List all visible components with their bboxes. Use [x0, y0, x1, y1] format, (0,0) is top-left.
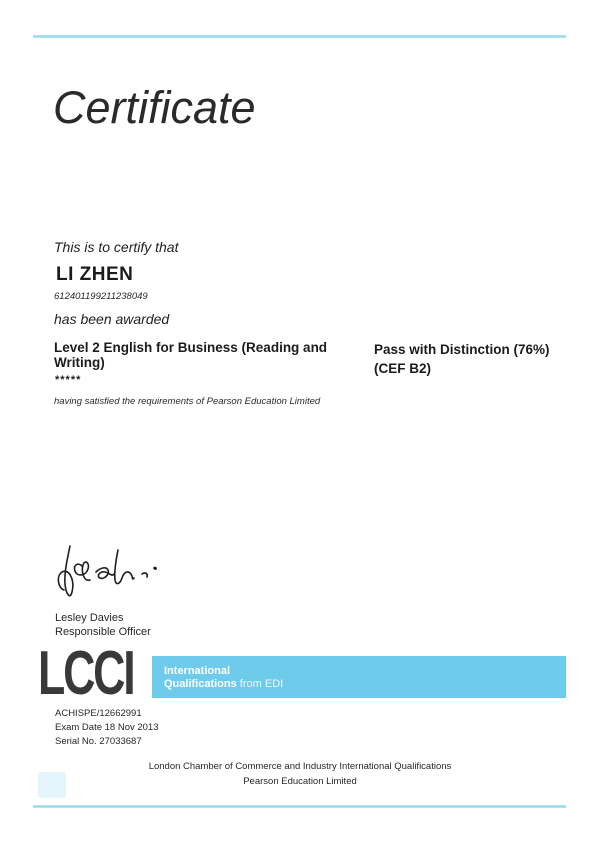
- top-divider: [33, 35, 566, 38]
- stars-marker: *****: [55, 374, 82, 386]
- exam-date: Exam Date 18 Nov 2013: [55, 722, 159, 733]
- reference-number: ACHISPE/12662991: [55, 708, 142, 719]
- footer-company: Pearson Education Limited: [243, 776, 357, 787]
- banner-line2-bold: Qualifications: [164, 678, 237, 690]
- lcci-logo: LCCI: [38, 639, 134, 708]
- certify-intro-text: This is to certify that: [54, 239, 179, 255]
- signatory-name: Lesley Davies: [55, 612, 124, 624]
- qualification-title: Level 2 English for Business (Reading and Writing): [54, 340, 328, 370]
- signature-image: [48, 538, 168, 614]
- banner-line2-regular: from EDI: [236, 678, 284, 690]
- exam-details-block: [55, 707, 159, 749]
- footer-organisation: London Chamber of Commerce and Industry International Qualifications: [148, 761, 452, 772]
- signatory-title: Responsible Officer: [55, 626, 151, 638]
- banner-text: [164, 665, 283, 691]
- certificate-title: Certificate: [53, 82, 256, 133]
- candidate-name: LI ZHEN: [56, 264, 134, 285]
- qualifications-banner: [152, 656, 566, 698]
- candidate-id-number: 612401199211238049: [54, 291, 148, 302]
- awarded-text: has been awarded: [54, 311, 170, 327]
- result-block: [374, 340, 574, 378]
- result-cef-level: (CEF B2): [374, 361, 431, 376]
- serial-number: Serial No. 27033687: [55, 736, 142, 747]
- banner-line1: International: [164, 665, 231, 677]
- result-grade: Pass with Distinction (76%): [374, 342, 550, 357]
- bottom-divider: [33, 805, 566, 808]
- requirements-text: having satisfied the requirements of Pearson Education Limited: [54, 396, 321, 407]
